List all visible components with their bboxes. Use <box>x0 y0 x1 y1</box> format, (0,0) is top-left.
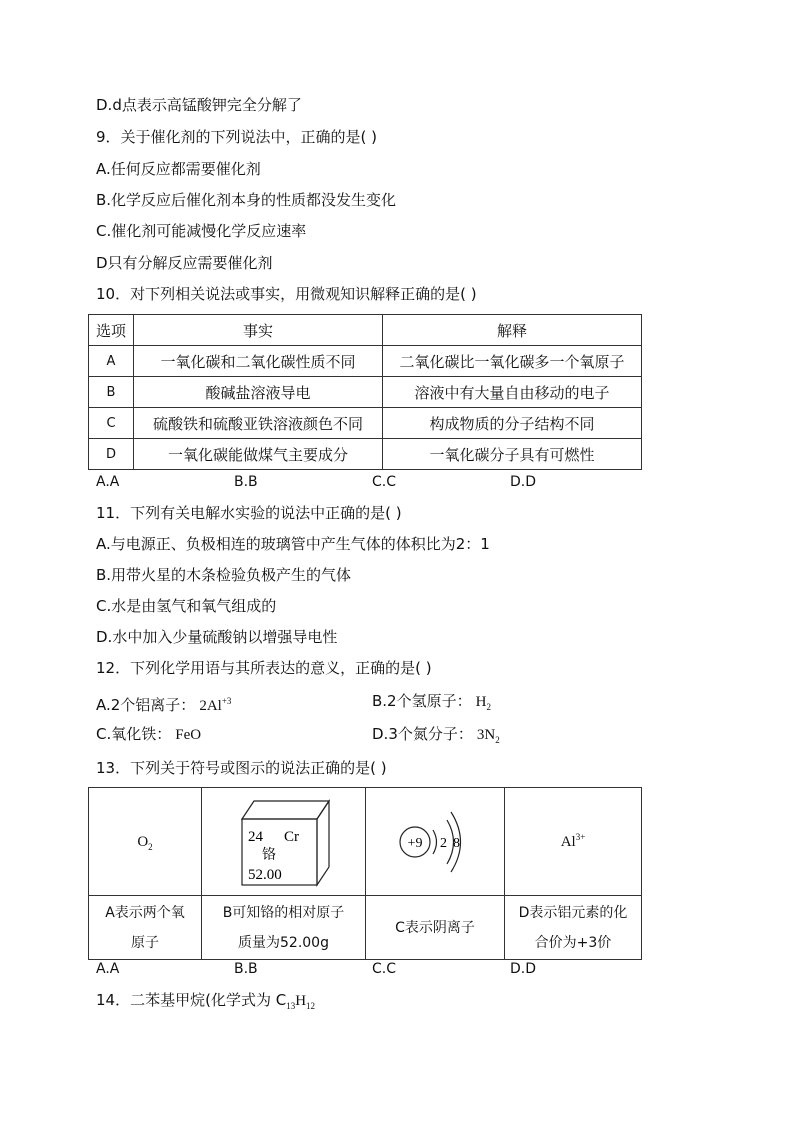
formula-h-subscript: 12 <box>306 1001 316 1011</box>
q12-option-c-label: C.氧化铁： <box>96 725 172 743</box>
ion-shell-2: 8 <box>453 835 460 851</box>
table-row <box>89 439 642 470</box>
caption-a-line1: A表示两个氧 <box>105 904 185 921</box>
cr-mass: 52.00 <box>247 866 282 883</box>
table-row <box>89 346 642 377</box>
q12-option-d-subscript: 2 <box>495 735 500 745</box>
caption-a <box>89 896 202 960</box>
caption-d-line2: 合价为+3价 <box>534 934 612 951</box>
q12-option-a <box>96 691 231 716</box>
q12-option-c-formula: FeO <box>175 727 202 743</box>
row-explanation: 溶液中有大量自由移动的电子 <box>383 377 642 408</box>
question-13: 13．下列关于符号或图示的说法正确的是( ) <box>96 759 387 777</box>
row-fact: 一氧化碳能做煤气主要成分 <box>134 439 383 470</box>
caption-a-line2: 原子 <box>131 934 159 951</box>
q12-option-c <box>96 724 201 745</box>
answer-b: B.B <box>234 474 258 490</box>
cell-chromium <box>202 788 366 896</box>
q12-option-a-label: A.2个铝离子： <box>96 696 196 714</box>
row-fact: 一氧化碳和二氧化碳性质不同 <box>134 346 383 377</box>
option-d-q8: D.d点表示高锰酸钾完全分解了 <box>96 96 302 114</box>
q9-option-b: B.化学反应后催化剂本身的性质都没发生变化 <box>96 191 397 209</box>
cr-atomic-number: 24 <box>247 828 263 845</box>
q12-option-b-formula: H <box>475 694 487 710</box>
answer-c: C.C <box>372 961 397 977</box>
answer-d: D.D <box>510 961 537 977</box>
row-option: B <box>89 377 134 408</box>
answer-b: B.B <box>234 961 258 977</box>
answer-c: C.C <box>372 474 397 490</box>
ion-structure-diagram <box>395 802 475 882</box>
q12-option-a-charge: +3 <box>221 696 232 706</box>
table-row <box>89 408 642 439</box>
ion-nucleus-charge: +9 <box>407 835 423 851</box>
cr-symbol: Cr <box>283 828 299 845</box>
row-option: D <box>89 439 134 470</box>
q11-option-a: A.与电源正、负极相连的玻璃管中产生气体的体积比为2：1 <box>96 535 490 553</box>
table-row <box>89 788 642 896</box>
q12-option-d-formula: 3N <box>476 727 496 743</box>
q12-option-d <box>372 724 500 750</box>
o2-subscript: 2 <box>148 841 153 852</box>
q12-option-a-formula: 2Al <box>199 698 222 714</box>
table-q10 <box>88 314 642 470</box>
formula-h: H <box>295 993 307 1009</box>
header-fact: 事实 <box>134 315 383 346</box>
caption-b <box>202 896 366 960</box>
caption-d-line1: D表示铝元素的化 <box>518 904 628 921</box>
question-12: 12．下列化学用语与其所表达的意义，正确的是( ) <box>96 659 432 677</box>
table-row <box>89 377 642 408</box>
row-explanation: 二氧化碳比一氧化碳多一个氧原子 <box>383 346 642 377</box>
question-10: 10．对下列相关说法或事实，用微观知识解释正确的是( ) <box>96 285 477 303</box>
q12-option-d-label: D.3个氮分子： <box>372 725 473 743</box>
formula-c-subscript: 13 <box>286 1001 296 1011</box>
ion-shell-1: 2 <box>440 835 447 851</box>
row-fact: 硫酸铁和硫酸亚铁溶液颜色不同 <box>134 408 383 439</box>
question-11: 11．下列有关电解水实验的说法中正确的是( ) <box>96 504 402 522</box>
answer-a: A.A <box>96 474 120 490</box>
row-fact: 酸碱盐溶液导电 <box>134 377 383 408</box>
q9-option-d: D只有分解反应需要催化剂 <box>96 254 273 272</box>
q9-option-c: C.催化剂可能减慢化学反应速率 <box>96 222 307 240</box>
q11-option-d: D.水中加入少量硫酸钠以增强导电性 <box>96 628 338 646</box>
q12-option-b-label: B.2个氢原子： <box>372 692 472 710</box>
q12-option-b-subscript: 2 <box>486 702 491 712</box>
answer-a: A.A <box>96 961 120 977</box>
row-option: C <box>89 408 134 439</box>
cell-o2 <box>89 788 202 896</box>
question-14 <box>96 990 315 1016</box>
cell-ion-structure <box>366 788 505 896</box>
table-header-row <box>89 315 642 346</box>
header-option: 选项 <box>89 315 134 346</box>
cr-name: 铬 <box>261 846 276 863</box>
table-q13 <box>88 787 642 960</box>
al-symbol: Al <box>560 834 576 850</box>
question-9: 9．关于催化剂的下列说法中，正确的是( ) <box>96 128 378 146</box>
chromium-element-cube <box>234 797 334 887</box>
q11-option-c: C.水是由氢气和氧气组成的 <box>96 597 277 615</box>
header-explanation: 解释 <box>383 315 642 346</box>
q12-option-b <box>372 691 491 717</box>
q11-option-b: B.用带火星的木条检验负极产生的气体 <box>96 566 352 584</box>
caption-d <box>505 896 642 960</box>
caption-c <box>366 896 505 960</box>
question-14-text: 14．二苯基甲烷(化学式为 C <box>96 991 287 1009</box>
answer-d: D.D <box>510 474 537 490</box>
o2-symbol: O <box>137 833 149 850</box>
al-charge: 3+ <box>575 832 586 842</box>
row-option: A <box>89 346 134 377</box>
row-explanation: 构成物质的分子结构不同 <box>383 408 642 439</box>
cell-al-ion <box>505 788 642 896</box>
table-row <box>89 896 642 960</box>
caption-c-line1: C表示阴离子 <box>395 919 475 936</box>
caption-b-line2: 质量为52.00g <box>238 934 329 951</box>
q9-option-a: A.任何反应都需要催化剂 <box>96 160 261 178</box>
caption-b-line1: B可知铬的相对原子 <box>222 904 345 921</box>
row-explanation: 一氧化碳分子具有可燃性 <box>383 439 642 470</box>
